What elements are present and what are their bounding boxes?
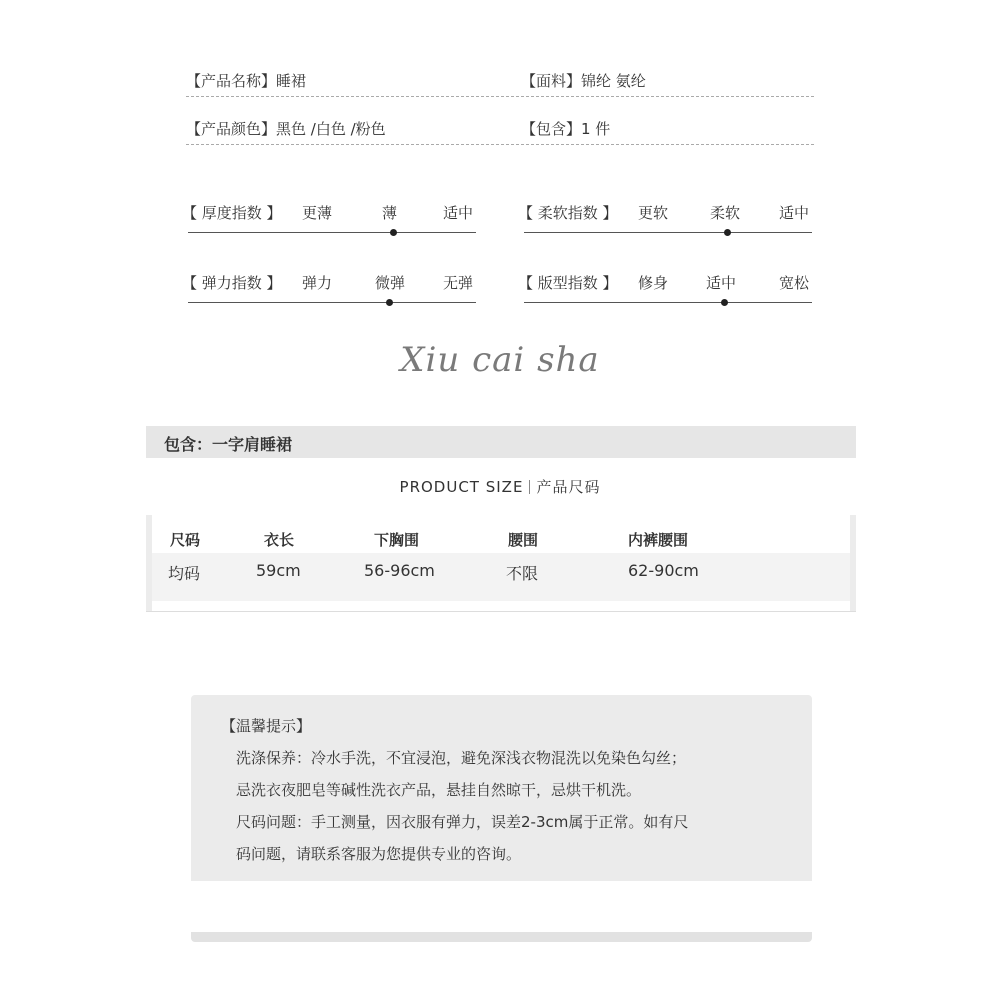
table-header-underbust: 下胸围 [374, 531, 420, 549]
thickness-option-1: 更薄 [302, 204, 333, 222]
package-band [146, 426, 856, 458]
divider [529, 480, 530, 494]
softness-scale-marker [724, 229, 731, 236]
fit-scale-marker [721, 299, 728, 306]
product-name: 【产品名称】睡裙 [186, 72, 307, 90]
table-header-brief-waist: 内裤腰围 [628, 531, 689, 549]
thickness-index-label: 【 厚度指数 】 [182, 204, 282, 222]
size-title-en: PRODUCT SIZE [399, 478, 524, 496]
fit-option-2: 适中 [706, 274, 737, 292]
softness-index-label: 【 柔软指数 】 [518, 204, 618, 222]
divider [186, 144, 814, 145]
tips-line: 尺码问题：手工测量，因衣服有弹力，误差2-3cm属于正常。如有尺 [236, 813, 689, 831]
tips-line: 忌洗衣夜肥皂等碱性洗衣产品，悬挂自然晾干，忌烘干机洗。 [236, 781, 642, 799]
tips-box [191, 695, 812, 881]
table-cell: 56-96cm [364, 561, 435, 580]
table-header-size: 尺码 [170, 531, 201, 549]
package-band-text: 包含：一字肩睡裙 [164, 435, 293, 454]
thickness-scale-line [188, 232, 476, 233]
tips-line: 洗涤保养：冷水手洗，不宜浸泡，避免深浅衣物混洗以免染色勾丝； [236, 749, 687, 767]
elasticity-option-3: 无弹 [443, 274, 474, 292]
size-title-cn: 产品尺码 [536, 478, 601, 496]
brand-logo: Xiu cai sha [400, 340, 600, 380]
softness-scale-line [524, 232, 812, 233]
size-section-title [0, 476, 1000, 497]
table-header-waist: 腰围 [508, 531, 539, 549]
bottom-bar [191, 932, 812, 942]
thickness-scale-marker [390, 229, 397, 236]
tips-line: 码问题，请联系客服为您提供专业的咨询。 [236, 845, 522, 863]
product-fabric: 【面料】锦纶 氨纶 [521, 72, 646, 90]
elasticity-option-1: 弹力 [302, 274, 333, 292]
fit-index-label: 【 版型指数 】 [518, 274, 618, 292]
product-color: 【产品颜色】黑色 /白色 /粉色 [186, 120, 386, 138]
softness-option-3: 适中 [779, 204, 810, 222]
elasticity-index-label: 【 弹力指数 】 [182, 274, 282, 292]
product-contains: 【包含】1 件 [521, 120, 611, 138]
table-cell: 59cm [256, 561, 301, 580]
thickness-option-2: 薄 [382, 204, 398, 222]
table-cell: 不限 [506, 564, 539, 583]
elasticity-scale-line [188, 302, 476, 303]
thickness-option-3: 适中 [443, 204, 474, 222]
fit-option-1: 修身 [638, 274, 669, 292]
divider [146, 611, 856, 612]
elasticity-scale-marker [386, 299, 393, 306]
fit-scale-line [524, 302, 812, 303]
softness-option-1: 更软 [638, 204, 669, 222]
fit-option-3: 宽松 [779, 274, 810, 292]
table-cell: 62-90cm [628, 561, 699, 580]
elasticity-option-2: 微弹 [375, 274, 406, 292]
size-table [146, 515, 856, 612]
softness-option-2: 柔软 [710, 204, 741, 222]
table-cell: 均码 [168, 564, 201, 583]
table-header-length: 衣长 [264, 531, 295, 549]
divider [186, 96, 814, 97]
tips-title: 【温馨提示】 [221, 717, 312, 735]
